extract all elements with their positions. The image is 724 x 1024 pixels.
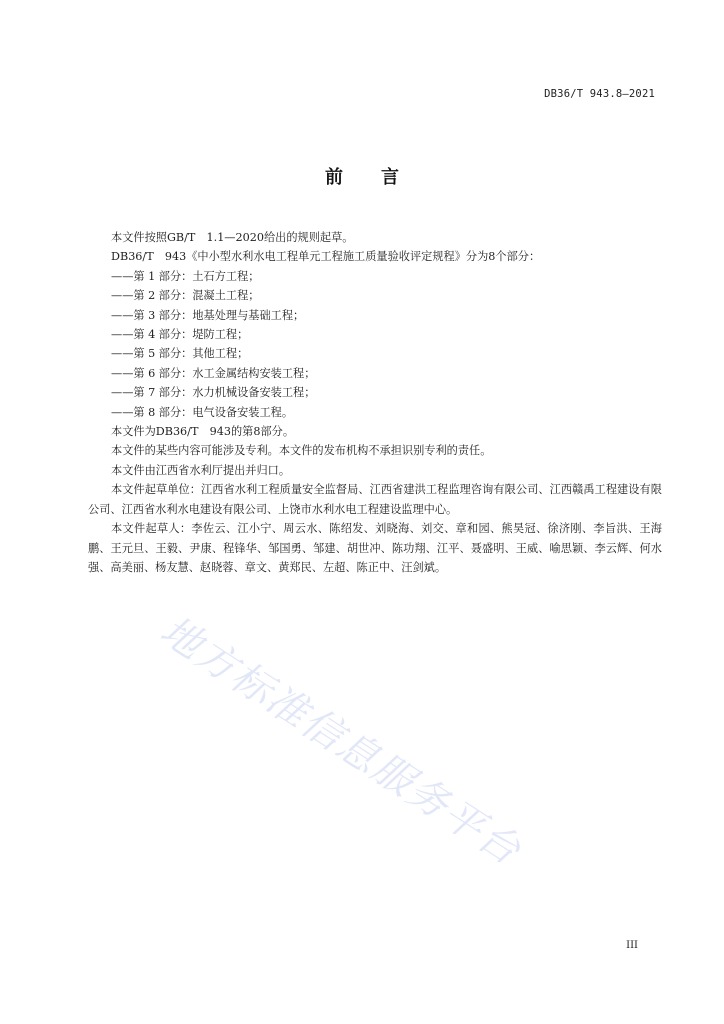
page-title: 前言 — [325, 167, 437, 188]
list-item-part-7: ——第 7 部分：水力机械设备安装工程； — [111, 386, 316, 400]
paragraph-this-part: 本文件为DB36/T 943的第8部分。 — [111, 425, 295, 439]
list-item-part-5: ——第 5 部分：其他工程； — [111, 347, 249, 361]
watermark-text: 地方标准信息服务平台 — [152, 607, 530, 875]
paragraph-drafting-rules: 本文件按照GB/T 1.1—2020给出的规则起草。 — [111, 231, 354, 244]
list-item-part-2: ——第 2 部分：混凝土工程； — [111, 289, 260, 303]
paragraph-drafters: 本文件起草人：李佐云、江小宁、周云水、陈绍发、刘晓海、刘交、章和园、熊昊冠、徐济刚、李旨洪、王海鹏、王元旦、王毅、尹康、程锋华、邹国勇、邹建、胡世冲、陈功翔、江平、聂盛明、王威、喻思颖、李云辉、何水强、高美丽、杨友慧、赵晓蓉、章文、黄郑民、左超、陈正中、汪剑斌。 — [88, 522, 662, 574]
list-item-part-8: ——第 8 部分：电气设备安装工程。 — [111, 405, 294, 419]
paragraph-proposer: 本文件由江西省水利厅提出并归口。 — [111, 463, 291, 477]
paragraph-parts-intro: DB36/T 943《中小型水利水电工程单元工程施工质量验收评定规程》分为8个部分： — [111, 250, 541, 264]
list-item-part-4: ——第 4 部分：堤防工程； — [111, 328, 249, 342]
preface-body — [88, 228, 662, 577]
list-item-part-6: ——第 6 部分：水工金属结构安装工程； — [111, 366, 316, 380]
list-item-part-3: ——第 3 部分：地基处理与基础工程； — [111, 308, 305, 322]
document-code: DB36/T 943.8—2021 — [544, 88, 655, 100]
paragraph-drafting-units: 本文件起草单位：江西省水利工程质量安全监督局、江西省建洪工程监理咨询有限公司、江西赣禹工程建设有限公司、江西省水利水电建设有限公司、上饶市水利水电工程建设监理中心。 — [88, 483, 662, 516]
paragraph-patent-notice: 本文件的某些内容可能涉及专利。本文件的发布机构不承担识别专利的责任。 — [111, 444, 492, 458]
page-number: III — [626, 940, 638, 951]
list-item-part-1: ——第 1 部分：土石方工程； — [111, 269, 260, 283]
